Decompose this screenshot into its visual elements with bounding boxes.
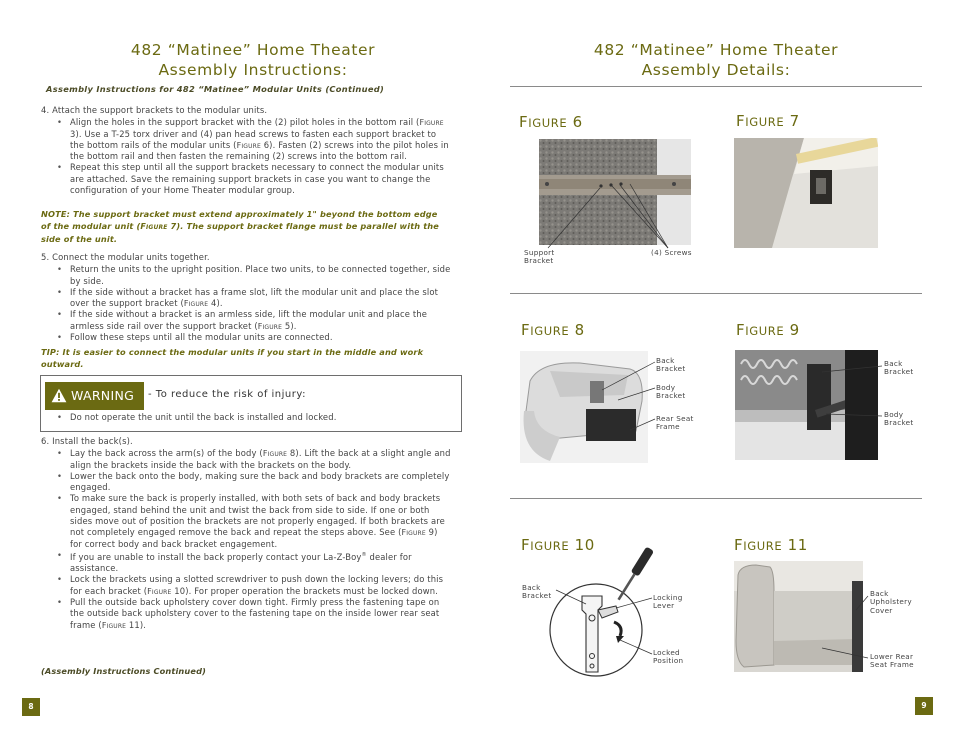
figure-11-photo <box>734 561 863 672</box>
figure-8-callout-body-bracket: Body Bracket <box>656 383 686 401</box>
figure-6-label: FIGURE 6 <box>519 113 583 131</box>
figure-7-photo <box>734 138 878 248</box>
figure-11-callout-lower-rear-seat-frame: Lower Rear Seat Frame <box>870 652 914 670</box>
figure-10-callout-locked-position: Locked Position <box>653 648 684 666</box>
figure-6-callout-screws: (4) Screws <box>651 248 692 257</box>
figure-8-photo <box>520 351 648 463</box>
divider-bottom <box>510 498 922 499</box>
right-title-line2: Assembly Details: <box>641 61 791 79</box>
step5-bullet-4: • Follow these steps until all the modular units are connected. <box>41 332 451 343</box>
figure-9-photo <box>735 350 878 460</box>
figure-6-callout-support-bracket: Support Bracket <box>524 248 555 266</box>
left-subtitle: Assembly Instructions for 482 “Matinee” Modular Units (Continued) <box>46 84 385 94</box>
figure-9-callout-back-bracket: Back Bracket <box>884 359 914 377</box>
figure-10-diagram <box>548 544 654 678</box>
step5-bullet-2: • If the side without a bracket has a frame slot, lift the modular unit and place the slot over the support bracket (Figure 4). <box>41 287 451 310</box>
right-title-line1: 482 “Matinee” Home Theater <box>593 41 839 59</box>
continued-note: (Assembly Instructions Continued) <box>41 666 206 676</box>
step5-bullet-1: • Return the units to the upright position. Place two units, to be connected together, side by side. <box>41 264 451 287</box>
warning-item: • Do not operate the unit until the back is installed and locked. <box>41 412 461 423</box>
figure-10-label: FIGURE 10 <box>521 536 595 554</box>
figure-8-callout-rear-seat-frame: Rear Seat Frame <box>656 414 694 432</box>
tip-text: TIP: It is easier to connect the modular units if you start in the middle and work outward. <box>41 347 424 369</box>
step6-block <box>41 436 451 631</box>
step6-bullet-1: • Lay the back across the arm(s) of the body (Figure 8). Lift the back at a slight angle and align the brackets inside the back with the brackets on the body. <box>41 448 451 471</box>
figure-10-callout-back-bracket: Back Bracket <box>522 583 552 601</box>
note-support-bracket: NOTE: The support bracket must extend approximately 1" beyond the bottom edge of the modular unit (Figure 7). The support bracket flange must be parallel with the side of the unit. <box>41 209 439 244</box>
figure-7-label: FIGURE 7 <box>736 112 800 130</box>
left-title-line1: 482 “Matinee” Home Theater <box>130 41 376 59</box>
step5-block <box>41 252 451 343</box>
right-page-title <box>556 40 876 80</box>
divider-middle <box>510 293 922 294</box>
step6-heading: 6. Install the back(s). <box>41 436 133 446</box>
warning-box <box>40 375 462 432</box>
left-page-title <box>90 40 416 80</box>
step4-bullet-2: • Repeat this step until all the support brackets necessary to connect the modular units are attached. Save the remaining support brackets in case you want to change the configuration of your Home Theater modular group. <box>41 162 451 196</box>
warning-triangle-icon <box>51 388 67 403</box>
page-number-left: 8 <box>22 698 40 716</box>
figure-9-label: FIGURE 9 <box>736 321 800 339</box>
figure-11-label: FIGURE 11 <box>734 536 808 554</box>
step6-bullet-6: • Pull the outside back upholstery cover down tight. Firmly press the fastening tape on the outside back upholstery cover to the fastening tape on the inside lower rear seat frame (Figure 11). <box>41 597 451 631</box>
step6-bullet-4: • If you are unable to install the back properly contact your La-Z-Boy® dealer for assistance. <box>41 550 451 574</box>
warning-label: WARNING <box>71 388 135 403</box>
page-number-right: 9 <box>915 697 933 715</box>
step4-block <box>41 105 451 196</box>
left-title-line2: Assembly Instructions: <box>158 61 348 79</box>
warning-badge <box>45 382 144 410</box>
figure-11-callout-back-upholstery-cover: Back Upholstery Cover <box>870 589 912 615</box>
divider-top <box>510 86 922 87</box>
figure-8-label: FIGURE 8 <box>521 321 585 339</box>
step6-bullet-2: • Lower the back onto the body, making sure the back and body brackets are completely engaged. <box>41 471 451 494</box>
step5-heading: 5. Connect the modular units together. <box>41 252 210 262</box>
warning-list <box>41 412 461 423</box>
figure-8-callout-back-bracket: Back Bracket <box>656 356 686 374</box>
figure-10-callout-locking-lever: Locking Lever <box>653 593 683 611</box>
step6-bullet-3: • To make sure the back is properly installed, with both sets of back and body brackets engaged, stand behind the unit and twist the back from side to side. If one or both sides move out of position the brackets are not properly engaged. If both brackets are not completely engaged remove the back and repeat the steps above. See (Figure 9) for correct body and back bracket engagement. <box>41 493 451 549</box>
step6-bullet-5: • Lock the brackets using a slotted screwdriver to push down the locking levers; do this for each bracket (Figure 10). For proper operation the brackets must be locked down. <box>41 574 451 597</box>
warning-heading: - To reduce the risk of injury: <box>148 389 306 400</box>
figure-6-photo <box>539 139 691 245</box>
step4-bullet-1: • Align the holes in the support bracket with the (2) pilot holes in the bottom rail (Figure 3). Use a T-25 torx driver and (4) pan head screws to fasten each support bracket to the bottom rails of the modular units (Figure 6). Fasten (2) screws into the pilot holes in the bottom rail and then fasten the remaining (2) screws into the bottom rail. <box>41 117 451 162</box>
figure-9-callout-body-bracket: Body Bracket <box>884 410 914 428</box>
step5-bullet-3: • If the side without a bracket is an armless side, lift the modular unit and place the armless side rail over the support bracket (Figure 5). <box>41 309 451 332</box>
step4-heading: 4. Attach the support brackets to the modular units. <box>41 105 268 115</box>
